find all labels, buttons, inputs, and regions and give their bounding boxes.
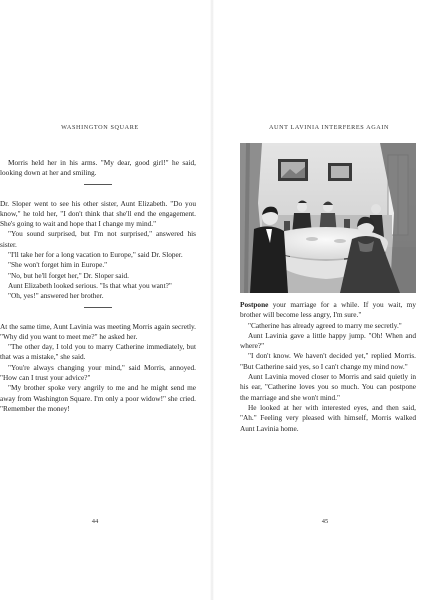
right-page-number: 45	[321, 518, 329, 525]
paragraph: Aunt Lavinia gave a little happy jump. "Oh! When and where?"	[240, 330, 416, 351]
paragraph: "I don't know. We haven't decided yet," replied Morris. "But Catherine said yes, so I can't change my mind now."	[240, 351, 416, 371]
paragraph: "I'll take her for a long vacation to Europe," said Dr. Sloper.	[8, 250, 183, 260]
dining-room-illustration	[240, 143, 416, 293]
paragraph: Aunt Elizabeth looked serious. "Is that what you want?"	[8, 280, 172, 290]
paragraph: "No, but he'll forget her," Dr. Sloper said.	[8, 270, 129, 280]
standing-figure-head	[371, 204, 381, 214]
left-running-head: WASHINGTON SQUARE	[61, 124, 139, 131]
right-page-text	[240, 300, 416, 434]
paragraph: Dr. Sloper went to see his other sister, Aunt Elizabeth. "Do you know," he told her, "I don't think that she'll end the engagement. She's going to wait and hope that I change my mind."	[0, 198, 196, 229]
paragraph: He looked at her with interested eyes, and then said, "Ah." Feeling very pleased with himself, Morris walked Aunt Lavinia home.	[240, 402, 416, 433]
paragraph: "She won't forget him in Europe."	[8, 260, 108, 270]
left-page-number: 44	[91, 518, 99, 525]
section-divider	[84, 184, 112, 185]
seated-man-head	[297, 202, 307, 212]
paragraph: "The other day, I told you to marry Catherine immediately, but that was a mistake," she said.	[0, 342, 196, 362]
section-divider	[84, 307, 112, 308]
paragraph: "Catherine has already agreed to marry me secretly."	[248, 320, 402, 330]
left-page-text	[0, 158, 196, 414]
illustration-svg	[240, 143, 416, 293]
paragraph: "You sound surprised, but I'm not surprised," answered his sister.	[0, 229, 196, 249]
lead-word: Postpone	[240, 300, 269, 309]
paragraph: At the same time, Aunt Lavinia was meeting Morris again secretly. "Why did you want to meet me?" he asked her.	[0, 321, 196, 341]
paragraph: "Oh, yes!" answered her brother.	[8, 291, 104, 301]
right-page	[212, 0, 424, 600]
paragraph: Morris held her in his arms. "My dear, good girl!" he said, looking down at her and smiling.	[0, 158, 196, 178]
paragraph: "My brother spoke very angrily to me and he might send me away from Washington Square. I'm only a poor widow!" she cried. "Remember the money!	[0, 383, 196, 413]
paragraph: "You're always changing your mind," said Morris, annoyed. "How can I trust your advice?"	[0, 362, 196, 383]
paragraph: Postpone your marriage for a while. If you wait, my brother will become less angry, I'm sure."	[240, 300, 416, 320]
right-running-head: AUNT LAVINIA INTERFERES AGAIN	[268, 124, 390, 131]
paragraph: Aunt Lavinia moved closer to Morris and said quietly in his ear, "Catherine loves you so much. You can postpone the marriage and she won't mind."	[240, 372, 416, 402]
